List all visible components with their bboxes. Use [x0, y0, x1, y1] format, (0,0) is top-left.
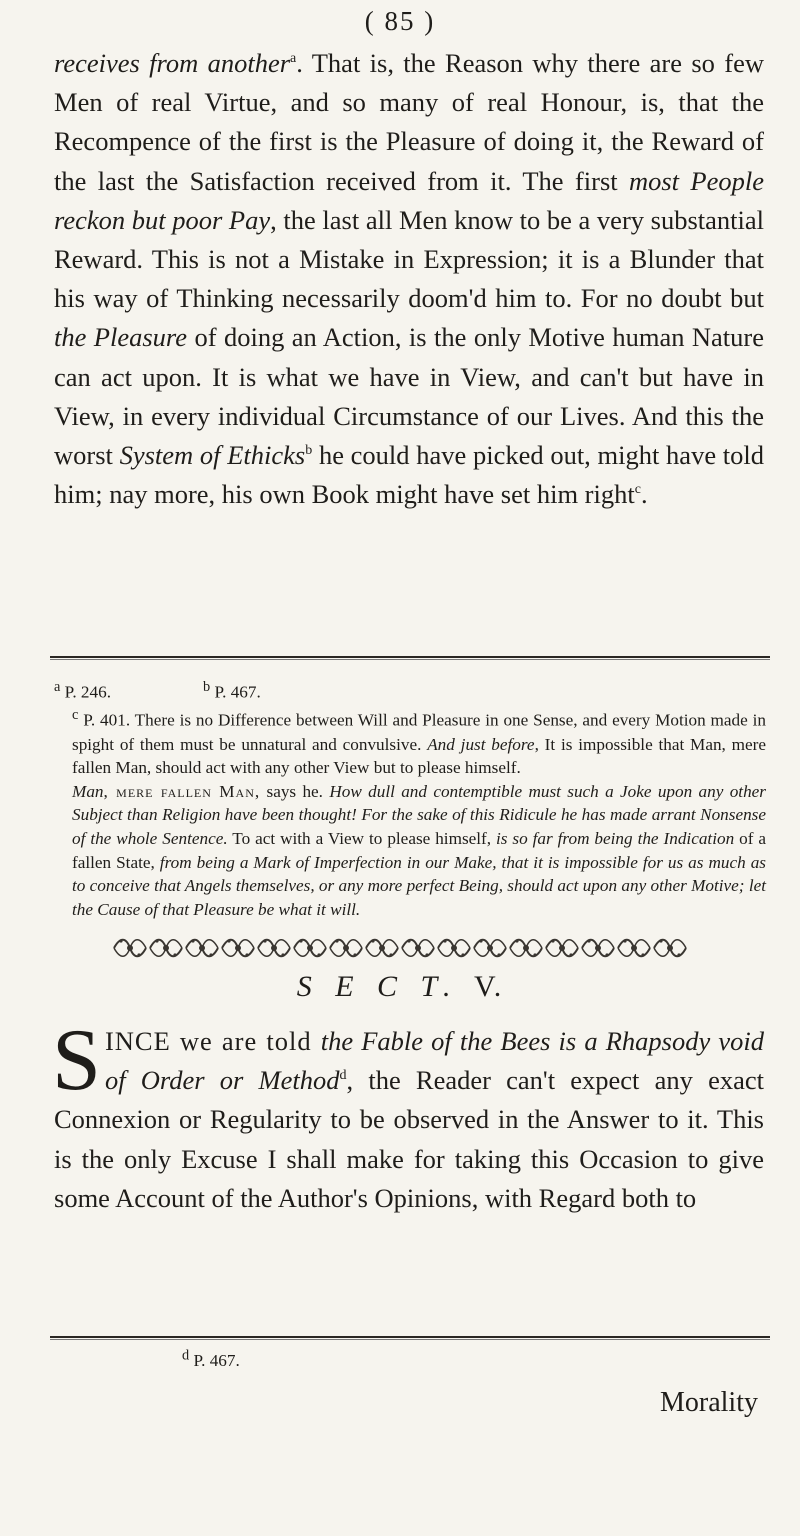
- footnote-a: [54, 676, 111, 704]
- footnote-text: To act with a View to please himself,: [227, 829, 497, 849]
- footnote-text: P. 246.: [64, 682, 111, 702]
- footnote-text: P. 467.: [214, 682, 261, 702]
- main-text-segment: , the last all Men know to be a very substantial Reward. This is not a Mistake in Expression; it is a Blunder that his way of Thinking necessarily doom'd him to. For no doubt but: [54, 204, 764, 314]
- footnote-ref-b: b: [305, 443, 313, 459]
- footnote-text: , It is impossible that Man, mere fallen Man, should act with any other View but to please himself.: [72, 734, 767, 778]
- section-text: , the Reader can't expect any exact Connexion or Regularity to be observed in the Answer to it. This is the only Excuse I shall make for taking this Occasion to give some Account of the Author's Opinions, with Regard both to: [54, 1065, 764, 1213]
- main-text-segment: System of Ethicks: [119, 440, 306, 471]
- footnote-text: is so far from being the Indication: [496, 829, 735, 849]
- main-paragraph: [54, 44, 764, 514]
- footnote-text: P. 401. There is no Difference between Will and Pleasure in one Sense, and every Motion made in spight of them must be unnatural and convulsive.: [72, 711, 767, 754]
- main-text-segment: . That is, the Reason why there are so few Men of real Virtue, and so many of real Honour, is, that the Recompence of the first is the Pleasure of doing it, the Reward of the last the Satisfaction received from it. The first: [54, 48, 764, 196]
- footnote-c-continued: [54, 780, 766, 922]
- footnote-ref-d: d: [339, 1068, 347, 1084]
- footnote-text: , mere fallen Man,: [103, 781, 261, 801]
- footnote-d: [182, 1347, 240, 1370]
- footnote-text: How dull and contemptible must such a Joke upon any other Subject than Religion have been thought! For the sake of this Ridicule he has made arrant Nonsense of the whole Sentence.: [72, 781, 766, 849]
- ornament-icon: [112, 935, 688, 961]
- footnotes-block: [54, 676, 766, 921]
- section-paragraph: [52, 1012, 764, 1218]
- footnote-label: b: [203, 679, 211, 695]
- main-text-segment: .: [640, 479, 648, 510]
- footnote-b: [203, 676, 261, 704]
- footnote-text: says he.: [260, 781, 330, 801]
- section-heading: [0, 970, 800, 1004]
- main-text-segment: the Pleasure: [54, 322, 188, 353]
- footnote-label: d: [182, 1347, 190, 1363]
- section-heading-label: S E C T.: [296, 970, 459, 1003]
- footnote-text: P. 467.: [193, 1350, 240, 1370]
- footnote-text: of a fallen State,: [72, 829, 767, 872]
- section-number: V.: [473, 970, 504, 1003]
- footnote-divider: [50, 1336, 770, 1340]
- main-text-segment: most People reckon but poor Pay: [54, 165, 764, 235]
- drop-cap: S: [52, 1012, 101, 1109]
- section-text: the Fable of the Bees is a Rhapsody void of Order or Method: [104, 1026, 764, 1096]
- footnote-label: a: [54, 679, 61, 695]
- decorative-ornament-band: [112, 935, 688, 961]
- main-text-segment: receives from another: [54, 48, 291, 78]
- footnote-text: And just before: [427, 734, 535, 754]
- main-text-segment: he could have picked out, might have told him; nay more, his own Book might have set him right: [54, 440, 765, 510]
- footnote-ref-a: a: [290, 51, 297, 67]
- page-number: ( 85 ): [364, 6, 436, 36]
- footnote-ref-c: c: [634, 482, 641, 498]
- section-text: INCE we are told: [104, 1026, 321, 1056]
- catchword: Morality: [660, 1387, 758, 1418]
- footnote-divider: [50, 656, 770, 660]
- footnote-text: from being a Mark of Imperfection in our Make, that it is impossible for us as much as to conceive that Angels themselves, or any more perfect Being, should act upon any other Motive; let the Cause of that Pleasure be what it will.: [72, 852, 766, 919]
- footnote-c: [54, 704, 766, 780]
- main-text-segment: of doing an Action, is the only Motive human Nature can act upon. It is what we have in View, and can't but have in View, in every individual Circumstance of our Lives. And this the worst: [54, 322, 765, 471]
- footnote-label: c: [72, 707, 79, 724]
- footnotes-block: [54, 1344, 766, 1372]
- footnote-text: Man: [72, 781, 104, 801]
